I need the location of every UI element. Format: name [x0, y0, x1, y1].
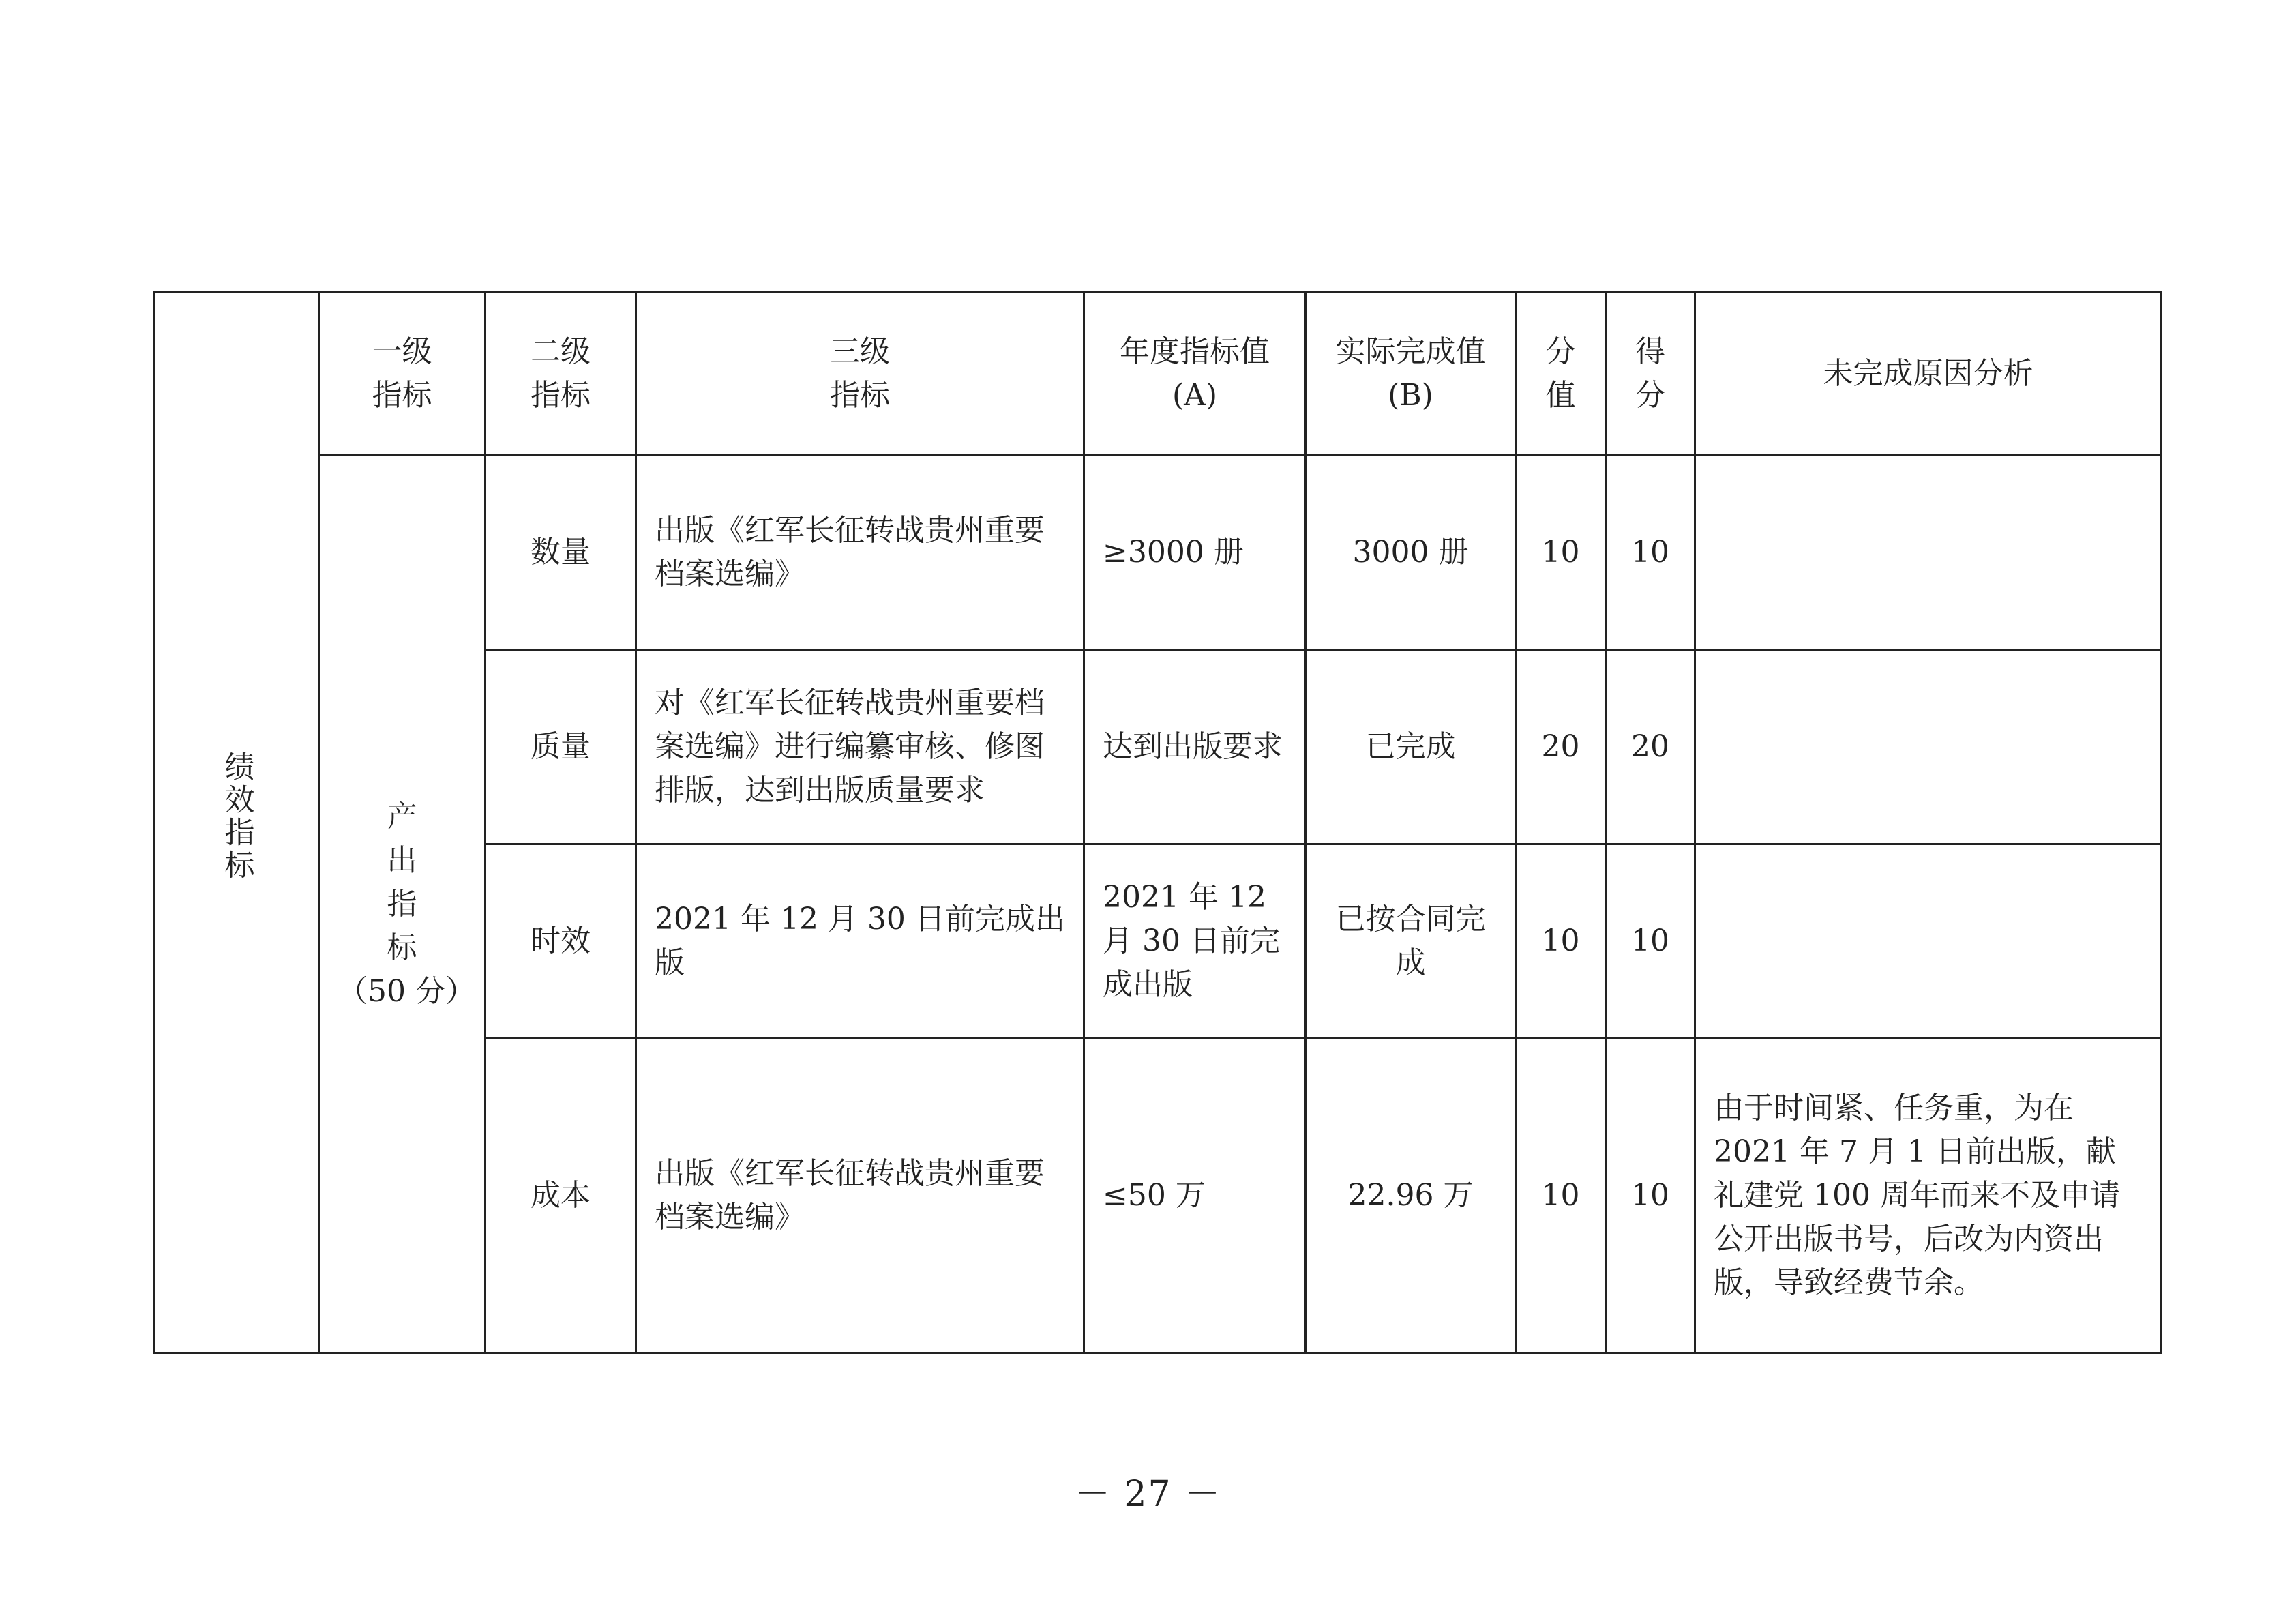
row-group-cell	[154, 292, 319, 1353]
header-score-weight: 分 值	[1516, 292, 1606, 456]
target-cell: ≥3000 册	[1084, 456, 1306, 650]
page-number: － 27 －	[1074, 1474, 1222, 1515]
score-cell: 10	[1606, 456, 1695, 650]
reason-cell	[1695, 456, 2162, 650]
table-row	[154, 456, 2162, 650]
header-level2: 二级 指标	[486, 292, 636, 456]
level3-cell: 对《红军长征转战贵州重要档案选编》进行编纂审核、修图排版，达到出版质量要求	[636, 650, 1084, 844]
level2-cell: 质量	[486, 650, 636, 844]
actual-cell: 已按合同完成	[1306, 844, 1516, 1039]
reason-cell: 由于时间紧、任务重，为在 2021 年 7 月 1 日前出版，献礼建党 100 周年而来不及申请公开出版书号，后改为内资出版，导致经费节余。	[1695, 1039, 2162, 1353]
actual-cell: 3000 册	[1306, 456, 1516, 650]
actual-cell: 22.96 万	[1306, 1039, 1516, 1353]
performance-table	[153, 291, 2162, 1354]
target-cell: 达到出版要求	[1084, 650, 1306, 844]
weight-cell: 10	[1516, 1039, 1606, 1353]
header-reason: 未完成原因分析	[1695, 292, 2162, 456]
header-row	[154, 292, 2162, 456]
header-level3: 三级 指标	[636, 292, 1084, 456]
weight-cell: 20	[1516, 650, 1606, 844]
target-cell: 2021 年 12 月 30 日前完成出版	[1084, 844, 1306, 1039]
level2-cell: 成本	[486, 1039, 636, 1353]
score-cell: 10	[1606, 844, 1695, 1039]
header-score-got: 得 分	[1606, 292, 1695, 456]
level2-cell: 数量	[486, 456, 636, 650]
target-cell: ≤50 万	[1084, 1039, 1306, 1353]
reason-cell	[1695, 844, 2162, 1039]
weight-cell: 10	[1516, 844, 1606, 1039]
row-group-label: 绩效指标	[219, 750, 254, 882]
weight-cell: 10	[1516, 456, 1606, 650]
score-cell: 20	[1606, 650, 1695, 844]
header-level1: 一级 指标	[319, 292, 486, 456]
level3-cell: 出版《红军长征转战贵州重要档案选编》	[636, 1039, 1084, 1353]
level1-output-indicator: 产 出 指 标 （50 分）	[319, 456, 486, 1353]
score-cell: 10	[1606, 1039, 1695, 1353]
actual-cell: 已完成	[1306, 650, 1516, 844]
level3-cell: 出版《红军长征转战贵州重要档案选编》	[636, 456, 1084, 650]
level3-cell: 2021 年 12 月 30 日前完成出版	[636, 844, 1084, 1039]
reason-cell	[1695, 650, 2162, 844]
header-actual: 实际完成值 (B)	[1306, 292, 1516, 456]
level2-cell: 时效	[486, 844, 636, 1039]
header-annual-target: 年度指标值 (A)	[1084, 292, 1306, 456]
